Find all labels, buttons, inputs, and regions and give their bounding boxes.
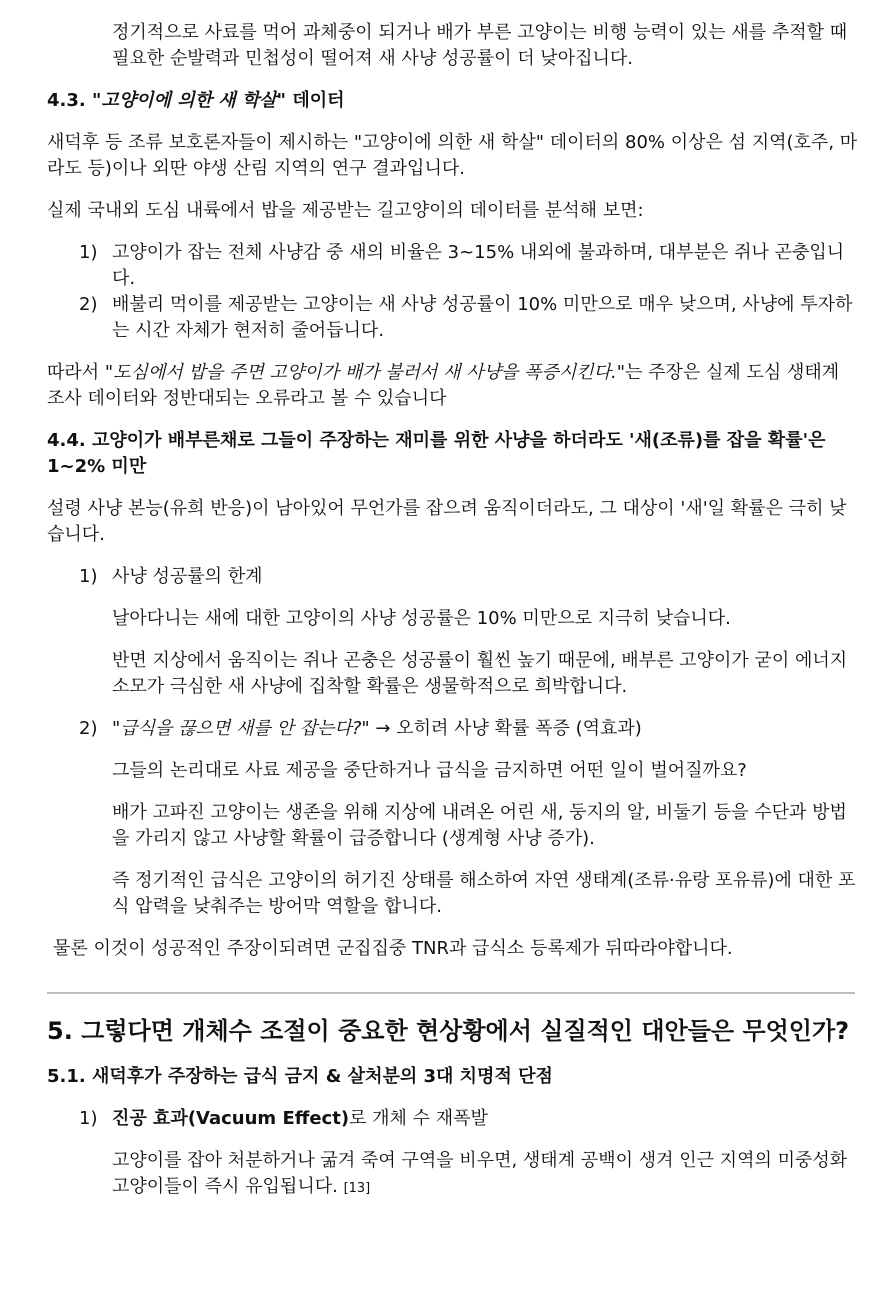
item-2-paragraph-2: 배가 고파진 고양이는 생존을 위해 지상에 내려온 어린 새, 둥지의 알, 비둘기 등을 수단과 방법을 가리지 않고 사냥할 확률이 급증합니다 (생계형 사냥 증가).: [112, 802, 847, 849]
paragraph-text: 고양이를 잡아 처분하거나 굶겨 죽여 구역을 비우면, 생태계 공백이 생겨 인근 지역의 미중성화 고양이들이 즉시 유입됩니다.: [112, 1150, 848, 1197]
list-item-number: 1): [79, 242, 98, 263]
reference-link[interactable]: [13]: [343, 1181, 371, 1196]
section-4-3-paragraph-1: 새덕후 등 조류 보호론자들이 제시하는 "고양이에 의한 새 학살" 데이터의 80% 이상은 섬 지역(호주, 마라도 등)이나 외딴 야생 산림 지역의 연구 결과입니다.: [47, 132, 858, 179]
section-4-3-paragraph-2: 실제 국내외 도심 내륙에서 밥을 제공받는 길고양이의 데이터를 분석해 보면:: [47, 200, 644, 221]
section-5-heading: 5. 그렇다면 개체수 조절이 중요한 현상황에서 실질적인 대안들은 무엇인가?: [47, 1017, 850, 1045]
section-5-1-heading: 5.1. 새덕후가 주장하는 급식 금지 & 살처분의 3대 치명적 단점: [47, 1066, 553, 1087]
list-item-number: 2): [79, 294, 98, 315]
item-1-paragraph-1: 날아다니는 새에 대한 고양이의 사냥 성공률은 10% 미만으로 지극히 낮습니다.: [112, 608, 731, 629]
section-divider: [47, 992, 855, 994]
item-2-quote: 급식을 끊으면 새를 안 잡는다?: [120, 718, 362, 739]
item-2-post: " → 오히려 사냥 확률 폭증 (역효과): [361, 718, 642, 739]
section-4-4-list: [47, 564, 860, 590]
section-5-1-item-1-paragraph: [47, 1148, 860, 1202]
section-4-3-conclusion: [47, 360, 860, 412]
item-1-paragraph-2: 반면 지상에서 움직이는 쥐나 곤충은 성공률이 훨씬 높기 때문에, 배부른 고양이가 굳이 에너지 소모가 극심한 새 사냥에 집착할 확률은 생물학적으로 희박합니다.: [112, 650, 848, 697]
list-item: [47, 716, 860, 742]
item-2-paragraph-3: 즉 정기적인 급식은 고양이의 허기진 상태를 해소하여 자연 생태계(조류·유랑 포유류)에 대한 포식 압력을 낮춰주는 방어막 역할을 합니다.: [112, 870, 856, 917]
section-4-4-note: 물론 이것이 성공적인 주장이되려면 군집집중 TNR과 급식소 등록제가 뒤따라야합니다.: [53, 938, 733, 959]
list-item: [47, 1106, 860, 1132]
section-4-3-heading-em: 고양이에 의한 새 학살: [101, 90, 277, 111]
list-item-text: 고양이가 잡는 전체 사냥감 중 새의 비율은 3~15% 내외에 불과하며, 대부분은 쥐나 곤충입니다.: [112, 242, 845, 289]
item-2-paragraph-1: 그들의 논리대로 사료 제공을 중단하거나 급식을 금지하면 어떤 일이 벌어질까요?: [112, 760, 747, 781]
list-item-number: 2): [79, 718, 98, 739]
item-bold-term: 진공 효과(Vacuum Effect): [112, 1108, 350, 1129]
intro-paragraph: 정기적으로 사료를 먹어 과체중이 되거나 배가 부른 고양이는 비행 능력이 있는 새를 추적할 때 필요한 순발력과 민첩성이 떨어져 새 사냥 성공률이 더 낮아집니다.: [112, 22, 848, 69]
section-4-3-heading: [47, 88, 860, 114]
section-5-1-list: [47, 1106, 860, 1132]
list-item: [47, 240, 860, 292]
section-4-4-list-2: [47, 716, 860, 742]
section-4-3-heading-num: 4.3. ": [47, 90, 102, 111]
conclusion-post: "는 주장은 실제 도심 생태계 조사 데이터와 정반대되는 오류라고 볼 수 있습니다: [47, 362, 840, 409]
conclusion-quote: 도심에서 밥을 주면 고양이가 배가 불러서 새 사냥을 폭증시킨다.: [113, 362, 617, 383]
list-item: [47, 564, 860, 590]
section-4-4-paragraph-1: 설령 사냥 본능(유희 반응)이 남아있어 무언가를 잡으려 움직이더라도, 그 대상이 '새'일 확률은 극히 낮습니다.: [47, 498, 847, 545]
section-4-3-heading-tail: " 데이터: [276, 90, 345, 111]
section-4-4-heading: 4.4. 고양이가 배부른채로 그들이 주장하는 재미를 위한 사냥을 하더라도 '새(조류)를 잡을 확률'은 1~2% 미만: [47, 430, 826, 477]
list-item-text: 배불리 먹이를 제공받는 고양이는 새 사냥 성공률이 10% 미만으로 매우 낮으며, 사냥에 투자하는 시간 자체가 현저히 줄어듭니다.: [112, 294, 853, 341]
item-2-pre: ": [112, 718, 121, 739]
list-item-number: 1): [79, 566, 98, 587]
section-4-3-list: [47, 240, 860, 344]
item-rest: 로 개체 수 재폭발: [349, 1108, 488, 1129]
list-item-title: 사냥 성공률의 한계: [112, 566, 263, 587]
list-item: [47, 292, 860, 344]
conclusion-pre: 따라서 ": [47, 362, 114, 383]
list-item-number: 1): [79, 1108, 98, 1129]
